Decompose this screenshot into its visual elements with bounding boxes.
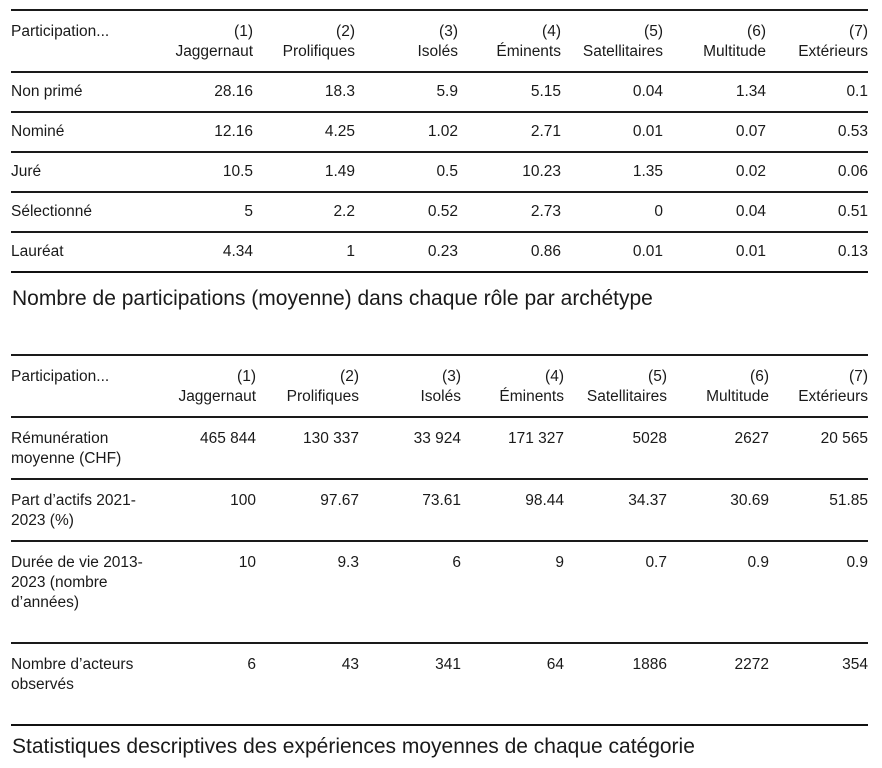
column-header-prolifiques — [256, 355, 359, 417]
column-name: Éminents — [499, 388, 564, 405]
column-number: (6) — [747, 23, 766, 40]
cell-value: 0.9 — [846, 554, 868, 571]
table-row — [11, 72, 868, 112]
cell-value: 0.13 — [837, 243, 868, 260]
cell-value: 34.37 — [628, 492, 667, 509]
column-name: Satellitaires — [582, 43, 663, 60]
cell-value: 0.04 — [735, 203, 766, 220]
cell-value: 5 — [244, 203, 253, 220]
column-number: (6) — [750, 368, 769, 385]
column-number: (1) — [237, 368, 256, 385]
row-label: Non primé — [11, 83, 83, 100]
row-label: Rémunération moyenne (CHF) — [11, 430, 122, 467]
cell-value: 73.61 — [422, 492, 461, 509]
cell-value: 2.71 — [530, 123, 561, 140]
table-row — [11, 417, 868, 479]
cell-value: 43 — [341, 656, 359, 673]
cell-value: 2.2 — [333, 203, 355, 220]
cell-value: 354 — [842, 656, 868, 673]
column-header-isoles — [355, 10, 458, 72]
row-label: Durée de vie 2013-2023 (nombre d’années) — [11, 554, 143, 611]
cell-value: 98.44 — [525, 492, 564, 509]
row-label: Nominé — [11, 123, 65, 140]
cell-value: 5.9 — [436, 83, 458, 100]
table-row — [11, 112, 868, 152]
row-label: Juré — [11, 163, 42, 180]
cell-value: 0 — [654, 203, 663, 220]
column-number: (2) — [340, 368, 359, 385]
table-header-row — [11, 10, 868, 72]
cell-value: 33 924 — [413, 430, 461, 447]
cell-value: 0.06 — [837, 163, 868, 180]
column-name: Isolés — [420, 388, 461, 405]
column-name: Éminents — [496, 43, 561, 60]
cell-value: 4.25 — [324, 123, 355, 140]
table-row — [11, 643, 868, 725]
cell-value: 6 — [247, 656, 256, 673]
column-number: (5) — [644, 23, 663, 40]
row-label: Sélectionné — [11, 203, 93, 220]
cell-value: 0.7 — [645, 554, 667, 571]
column-name: Extérieurs — [798, 388, 868, 405]
cell-value: 0.53 — [837, 123, 868, 140]
table-row — [11, 479, 868, 541]
table-row — [11, 541, 868, 643]
cell-value: 9 — [555, 554, 564, 571]
cell-value: 0.01 — [632, 243, 663, 260]
cell-value: 0.23 — [427, 243, 458, 260]
cell-value: 2.73 — [530, 203, 561, 220]
column-name: Prolifiques — [282, 43, 355, 60]
column-name: Jaggernaut — [178, 388, 256, 405]
row-header-label: Participation... — [11, 368, 110, 385]
cell-value: 0.01 — [735, 243, 766, 260]
cell-value: 97.67 — [320, 492, 359, 509]
cell-value: 465 844 — [199, 430, 256, 447]
column-name: Jaggernaut — [175, 43, 253, 60]
table-row — [11, 192, 868, 232]
cell-value: 0.02 — [735, 163, 766, 180]
row-label: Lauréat — [11, 243, 64, 260]
cell-value: 100 — [230, 492, 256, 509]
cell-value: 1.34 — [735, 83, 766, 100]
column-number: (3) — [442, 368, 461, 385]
column-name: Multitude — [706, 388, 769, 405]
row-header-label: Participation... — [11, 23, 110, 40]
participations-table — [11, 9, 868, 273]
cell-value: 10.5 — [222, 163, 253, 180]
cell-value: 30.69 — [730, 492, 769, 509]
cell-value: 130 337 — [302, 430, 359, 447]
column-header-jaggernaut — [156, 355, 256, 417]
cell-value: 0.9 — [747, 554, 769, 571]
row-label: Nombre d’acteurs observés — [11, 656, 134, 693]
column-name: Extérieurs — [798, 43, 868, 60]
cell-value: 1.49 — [324, 163, 355, 180]
cell-value: 5028 — [632, 430, 667, 447]
cell-value: 9.3 — [337, 554, 359, 571]
cell-value: 1886 — [632, 656, 667, 673]
column-header-multitude — [663, 10, 766, 72]
table-row — [11, 152, 868, 192]
table-caption: Nombre de participations (moyenne) dans chaque rôle par archétype — [12, 287, 653, 310]
column-header-satellitaires — [561, 10, 663, 72]
column-name: Prolifiques — [286, 388, 359, 405]
column-name: Satellitaires — [586, 388, 667, 405]
cell-value: 12.16 — [214, 123, 253, 140]
column-number: (7) — [849, 368, 868, 385]
column-number: (7) — [849, 23, 868, 40]
cell-value: 2272 — [734, 656, 769, 673]
column-header-exterieurs — [769, 355, 868, 417]
column-header-eminents — [458, 10, 561, 72]
column-number: (4) — [542, 23, 561, 40]
cell-value: 0.01 — [632, 123, 663, 140]
column-header-eminents — [461, 355, 564, 417]
column-number: (4) — [545, 368, 564, 385]
cell-value: 1.35 — [632, 163, 663, 180]
cell-value: 18.3 — [324, 83, 355, 100]
table-header-row — [11, 355, 868, 417]
column-header-jaggernaut — [153, 10, 253, 72]
cell-value: 0.52 — [427, 203, 458, 220]
cell-value: 64 — [546, 656, 564, 673]
descriptive-stats-table — [11, 354, 868, 726]
cell-value: 0.51 — [837, 203, 868, 220]
column-number: (5) — [648, 368, 667, 385]
table-row — [11, 232, 868, 272]
column-number: (1) — [234, 23, 253, 40]
column-header-prolifiques — [253, 10, 355, 72]
cell-value: 0.07 — [735, 123, 766, 140]
column-number: (2) — [336, 23, 355, 40]
cell-value: 2627 — [734, 430, 769, 447]
cell-value: 341 — [435, 656, 461, 673]
table-caption: Statistiques descriptives des expériences moyennes de chaque catégorie — [12, 735, 695, 758]
column-header-exterieurs — [766, 10, 868, 72]
cell-value: 0.04 — [632, 83, 663, 100]
cell-value: 10.23 — [522, 163, 561, 180]
column-header-satellitaires — [564, 355, 667, 417]
cell-value: 28.16 — [214, 83, 253, 100]
cell-value: 5.15 — [530, 83, 561, 100]
cell-value: 10 — [238, 554, 256, 571]
cell-value: 0.5 — [436, 163, 458, 180]
row-label: Part d’actifs 2021-2023 (%) — [11, 492, 136, 529]
cell-value: 4.34 — [222, 243, 253, 260]
column-name: Isolés — [417, 43, 458, 60]
cell-value: 0.1 — [846, 83, 868, 100]
cell-value: 51.85 — [829, 492, 868, 509]
column-number: (3) — [439, 23, 458, 40]
cell-value: 0.86 — [530, 243, 561, 260]
column-header-isoles — [359, 355, 461, 417]
column-name: Multitude — [703, 43, 766, 60]
cell-value: 1 — [346, 243, 355, 260]
cell-value: 1.02 — [427, 123, 458, 140]
cell-value: 6 — [452, 554, 461, 571]
cell-value: 171 327 — [507, 430, 564, 447]
cell-value: 20 565 — [820, 430, 868, 447]
column-header-multitude — [667, 355, 769, 417]
